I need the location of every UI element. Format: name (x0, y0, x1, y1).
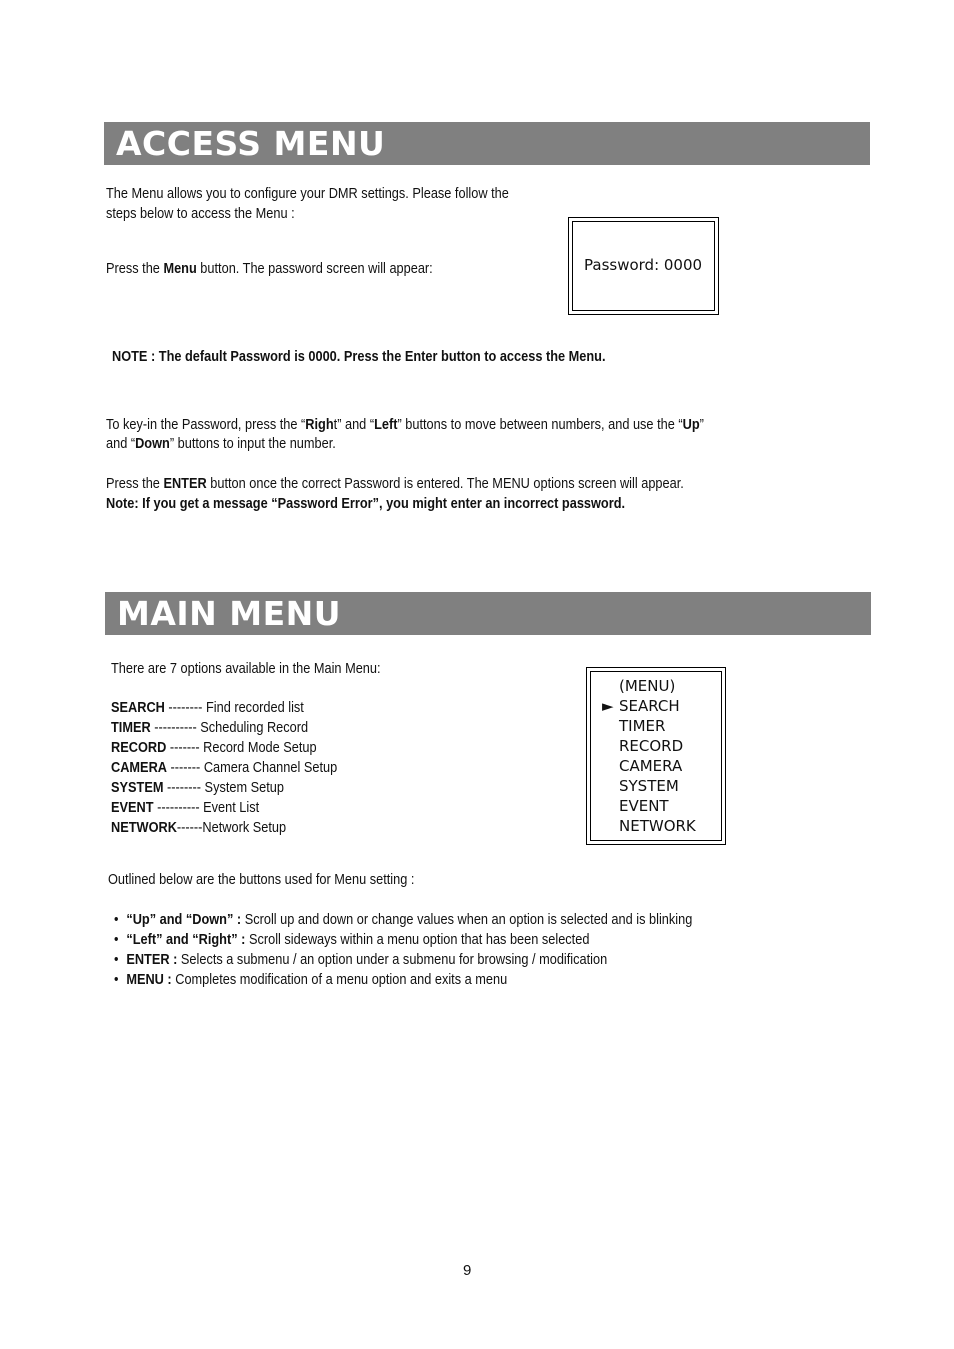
button-bullet-item: • “Up” and “Down” : Scroll up and down or change values when an option is selected and is blinking (114, 912, 693, 928)
bullet-icon: • (114, 952, 119, 968)
default-password-note: NOTE : The default Password is 0000. Press the Enter button to access the Menu. (112, 349, 606, 365)
password-screen-text: Password: 0000 (584, 256, 703, 274)
button-bullet-item: • “Left” and “Right” : Scroll sideways within a menu option that has been selected (114, 932, 590, 948)
menu-option-event: EVENT ---------- Event List (111, 800, 260, 816)
menu-screen-item-system: SYSTEM (619, 777, 679, 795)
menu-screen-header: (MENU) (619, 677, 676, 695)
keyin-instruction-line1: To key-in the Password, press the “Right” and “Left” buttons to move between numbers, and use the “Up” (106, 417, 704, 433)
button-bullet-item: • ENTER : Selects a submenu / an option under a submenu for browsing / modification (114, 952, 608, 968)
keyin-instruction-line2: and “Down” buttons to input the number. (106, 436, 336, 452)
access-intro-line1: The Menu allows you to configure your DMR settings. Please follow the (106, 186, 509, 202)
menu-option-system: SYSTEM -------- System Setup (111, 780, 284, 796)
buttons-intro: Outlined below are the buttons used for Menu setting : (108, 872, 415, 888)
menu-option-camera: CAMERA ------- Camera Channel Setup (111, 760, 338, 776)
enter-instruction: Press the ENTER button once the correct Password is entered. The MENU options screen will appear. (106, 476, 684, 492)
bullet-icon: • (114, 912, 119, 928)
menu-screen-item-search: ► SEARCH (602, 697, 680, 715)
menu-option-search: SEARCH -------- Find recorded list (111, 700, 304, 716)
menu-screen-item-timer: TIMER (619, 717, 666, 735)
bullet-icon: • (114, 932, 119, 948)
menu-button-ref: Menu (163, 261, 197, 277)
menu-screen-item-record: RECORD (619, 737, 684, 755)
menu-option-network: NETWORK------Network Setup (111, 820, 287, 836)
page-number: 9 (463, 1262, 472, 1279)
menu-screen-item-camera: CAMERA (619, 757, 683, 775)
main-menu-title: MAIN MENU (117, 594, 342, 633)
selection-arrow-icon: ► (602, 697, 614, 715)
menu-option-timer: TIMER ---------- Scheduling Record (111, 720, 309, 736)
menu-screen-item-event: EVENT (619, 797, 669, 815)
main-menu-banner (105, 592, 871, 635)
press-menu-instruction: Press the Menu button. The password screen will appear: (106, 261, 433, 277)
menu-screen (602, 676, 696, 836)
bullet-icon: • (114, 972, 119, 988)
access-menu-title: ACCESS MENU (116, 124, 386, 163)
button-bullet-item: • MENU : Completes modification of a menu option and exits a menu (114, 972, 508, 988)
password-error-note: Note: If you get a message “Password Error”, you might enter an incorrect password. (106, 496, 626, 512)
main-menu-intro: There are 7 options available in the Main Menu: (111, 661, 381, 677)
menu-screen-item-network: NETWORK (619, 817, 696, 835)
menu-option-record: RECORD ------- Record Mode Setup (111, 740, 317, 756)
access-menu-banner (104, 122, 870, 165)
access-intro-line2: steps below to access the Menu : (106, 206, 295, 222)
